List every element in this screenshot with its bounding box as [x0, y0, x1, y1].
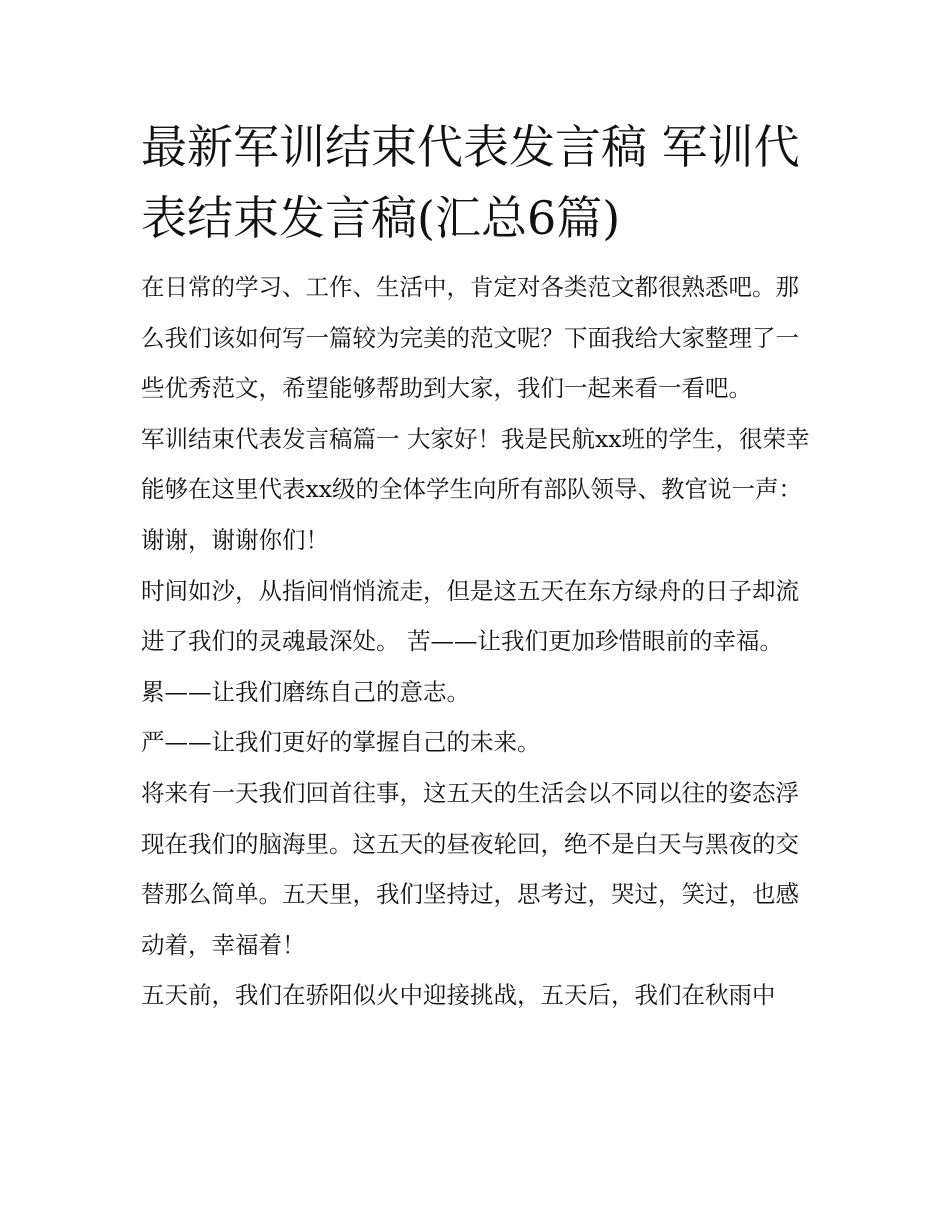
- paragraph-future-memory: 将来有一天我们回首往事，这五天的生活会以不同以往的姿态浮现在我们的脑海里。这五天的昼夜轮回，绝不是白天与黑夜的交替那么简单。五天里，我们坚持过，思考过，哭过，笑过，也感动着，幸福着！: [141, 778, 799, 959]
- paragraph-five-days: 五天前，我们在骄阳似火中迎接挑战，五天后，我们在秋雨中: [141, 981, 776, 1010]
- document-title: 最新军训结束代表发言稿 军训代表结束发言稿(汇总6篇): [141, 120, 800, 245]
- paragraph-intro: 在日常的学习、工作、生活中，肯定对各类范文都很熟悉吧。那么我们该如何写一篇较为完美的范文呢？下面我给大家整理了一些优秀范文，希望能够帮助到大家，我们一起来看一看吧。: [141, 273, 799, 403]
- paragraph-time-reflection: 时间如沙，从指间悄悄流走，但是这五天在东方绿舟的日子却流进了我们的灵魂最深处。 苦——让我们更加珍惜眼前的幸福。 累——让我们磨练自己的意志。: [141, 576, 799, 706]
- paragraph-strictness: 严——让我们更好的掌握自己的未来。: [141, 728, 541, 757]
- paragraph-speech-opening: 军训结束代表发言稿篇一 大家好！我是民航xx班的学生，很荣幸能够在这里代表xx级的全体学生向所有部队领导、教官说一声：谢谢，谢谢你们！: [141, 424, 810, 554]
- document-body: [141, 112, 813, 1021]
